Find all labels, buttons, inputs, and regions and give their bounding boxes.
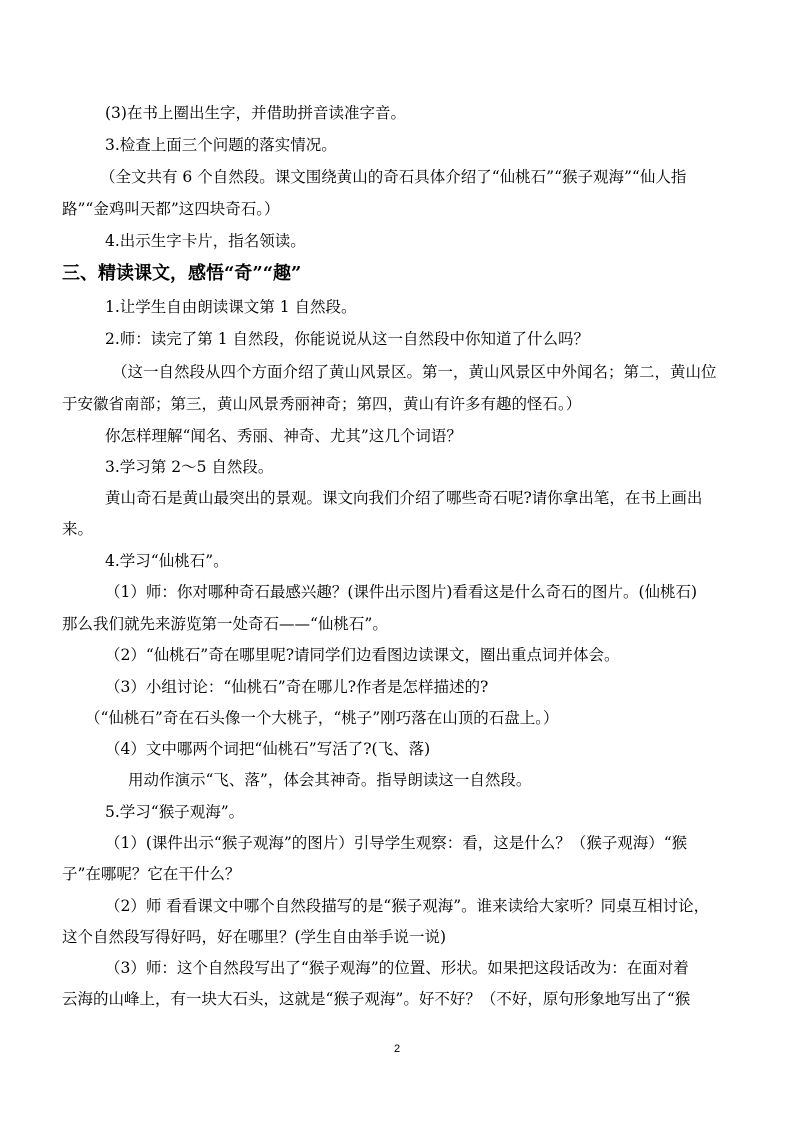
text-line: 子”在哪呢？它在干什么？ [62,865,241,883]
text-line: 用动作演示“飞、落”，体会其神奇。指导朗读这一自然段。 [128,771,532,789]
text-line: 路”“金鸡叫天都”这四块奇石。） [62,200,280,218]
text-line: 5.学习“猴子观海”。 [105,803,245,821]
text-line: 1.让学生自由朗读课文第 1 自然段。 [105,298,357,316]
text-line: 那么我们就先来游览第一处奇石——“仙桃石”。 [62,615,388,633]
text-line: （1）(课件出示“猴子观海”的图片）引导学生观察：看，这是什么？（猴子观海）“猴 [105,834,688,852]
text-line: 3.检查上面三个问题的落实情况。 [105,136,337,154]
text-line: 4.出示生字卡片，指名领读。 [105,232,306,250]
text-line: （1）师：你对哪种奇石最感兴趣？(课件出示图片)看看这是什么奇石的图片。(仙桃石) [105,583,698,601]
text-line: 云海的山峰上，有一块大石头，这就是“猴子观海”。好不好？（不好，原句形象地写出了“猴 [62,990,691,1008]
text-line: （3）小组讨论：“仙桃石”奇在哪儿?作者是怎样描述的? [105,678,489,696]
text-line: 这个自然段写得好吗，好在哪里？(学生自由举手说一说) [62,928,447,946]
text-line: （全文共有 6 个自然段。课文围绕黄山的奇石具体介绍了“仙桃石”“猴子观海”“仙人指 [100,168,687,186]
page-number: 2 [393,1043,401,1055]
text-line: （“仙桃石”奇在石头像一个大桃子，“桃子”刚巧落在山顶的石盘上。） [85,709,559,727]
text-line: 来。 [62,520,94,538]
text-line: (3)在书上圈出生字，并借助拼音读准字音。 [105,104,406,122]
text-line: 4.学习“仙桃石”。 [105,552,229,570]
section-heading: 三、精读课文，感悟“奇”“趣” [62,263,302,284]
text-line: 黄山奇石是黄山最突出的景观。课文向我们介绍了哪些奇石呢?请你拿出笔，在书上画出 [105,489,703,507]
text-line: （4）文中哪两个词把“仙桃石”写活了?(飞、落) [105,740,431,758]
text-line: （这一自然段从四个方面介绍了黄山风景区。第一，黄山风景区中外闻名；第二，黄山位 [112,363,717,381]
text-line: 你怎样理解“闻名、秀丽、神奇、尤其”这几个词语？ [105,427,462,445]
text-line: （3）师：这个自然段写出了“猴子观海”的位置、形状。如果把这段话改为：在面对着 [105,959,689,977]
text-line: 3.学习第 2～5 自然段。 [105,458,274,476]
text-line: 2.师：读完了第 1 自然段，你能说说从这一自然段中你知道了什么吗？ [105,330,590,348]
text-line: 于安徽省南部；第三，黄山风景秀丽神奇；第四，黄山有许多有趣的怪石。） [62,395,582,413]
text-line: （2）“仙桃石”奇在哪里呢?请同学们边看图边读课文，圈出重点词并体会。 [105,646,620,664]
text-line: （2）师 看看课文中哪个自然段描写的是“猴子观海”。谁来读给大家听？同桌互相讨论， [105,897,710,915]
